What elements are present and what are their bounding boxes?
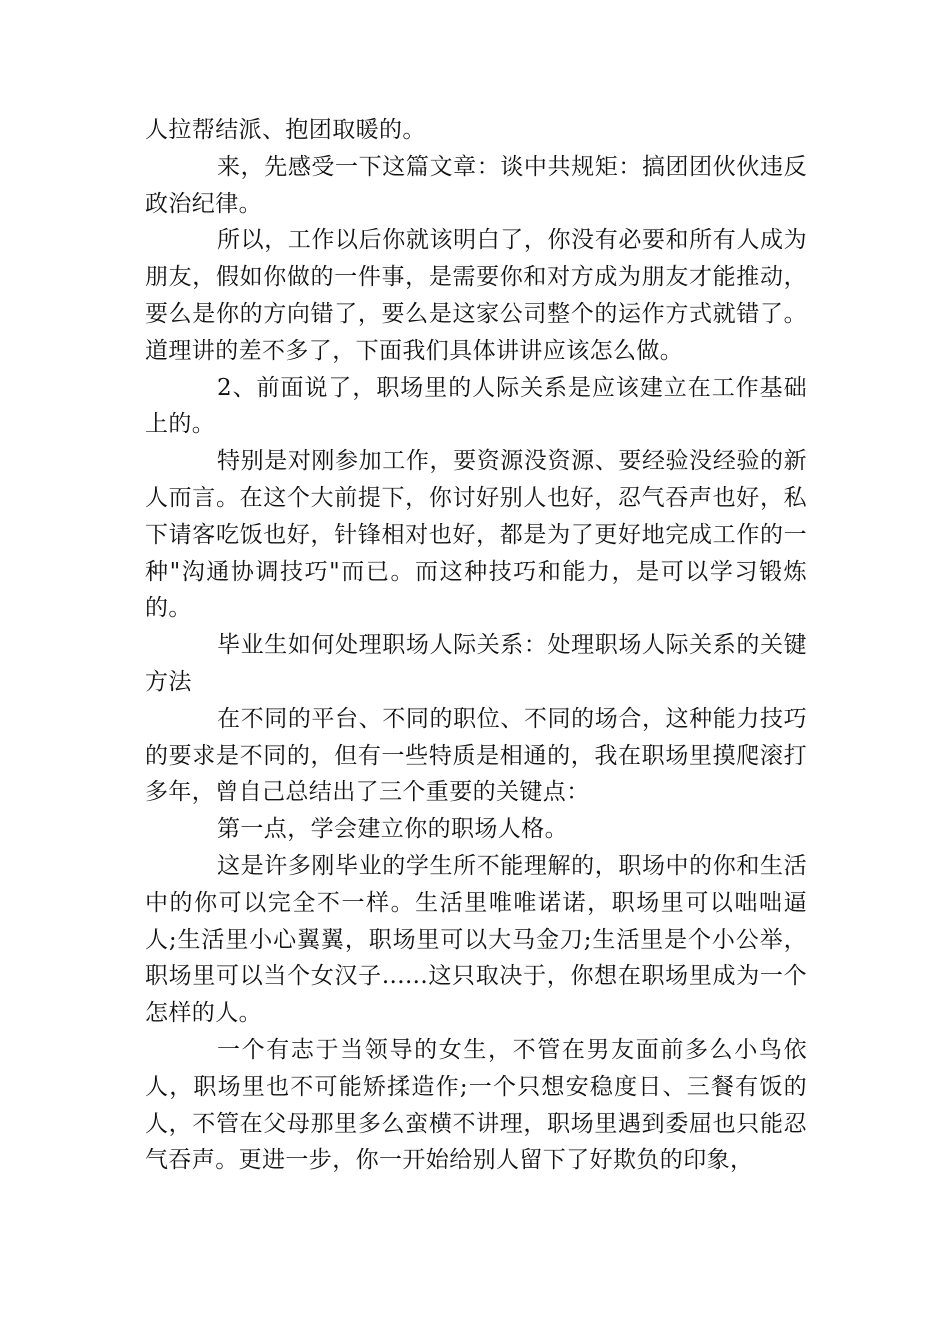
paragraph: 在不同的平台、不同的职位、不同的场合，这种能力技巧的要求是不同的，但有一些特质是相通的，我在职场里摸爬滚打多年，曾自己总结出了三个重要的关键点： [145, 705, 807, 806]
document-body [145, 112, 807, 1179]
paragraph: 特别是对刚参加工作，要资源没资源、要经验没经验的新人而言。在这个大前提下，你讨好别人也好，忍气吞声也好，私下请客吃饭也好，针锋相对也好，都是为了更好地完成工作的一种"沟通协调技巧"而已。而这种技巧和能力，是可以学习锻炼的。 [145, 448, 807, 622]
section-heading-paragraph: 毕业生如何处理职场人际关系：处理职场人际关系的关键方法 [145, 632, 807, 695]
paragraph-continuation: 人拉帮结派、抱团取暖的。 [145, 117, 426, 143]
paragraph: 2、前面说了，职场里的人际关系是应该建立在工作基础上的。 [145, 374, 807, 438]
paragraph: 一个有志于当领导的女生，不管在男友面前多么小鸟依人，职场里也不可能矫揉造作;一个只想安稳度日、三餐有饭的人，不管在父母那里多么蛮横不讲理，职场里遇到委屈也只能忍气吞声。更进一步，你一开始给别人留下了好欺负的印象， [145, 1036, 807, 1174]
paragraph: 这是许多刚毕业的学生所不能理解的，职场中的你和生活中的你可以完全不一样。生活里唯唯诺诺，职场里可以咄咄逼人;生活里小心翼翼，职场里可以大马金刀;生活里是个小公举，职场里可以当个女汉子......这只取决于，你想在职场里成为一个怎样的人。 [145, 852, 807, 1027]
paragraph: 第一点，学会建立你的职场人格。 [217, 816, 568, 843]
paragraph: 来，先感受一下这篇文章：谈中共规矩：搞团团伙伙违反政治纪律。 [145, 153, 807, 217]
paragraph: 所以，工作以后你就该明白了，你没有必要和所有人成为朋友，假如你做的一件事，是需要你和对方成为朋友才能推动，要么是你的方向错了，要么是这家公司整个的运作方式就错了。道理讲的差不多了，下面我们具体讲讲应该怎么做。 [145, 227, 807, 364]
